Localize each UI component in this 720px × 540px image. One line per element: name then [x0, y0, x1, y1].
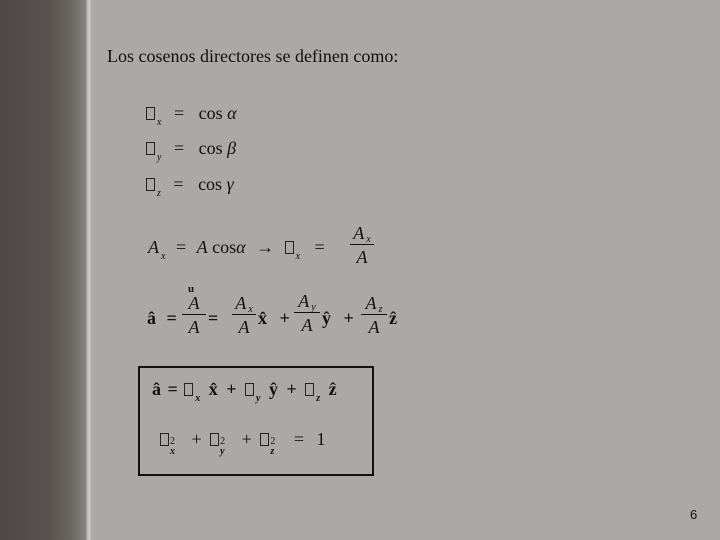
equation-unit-vector-expansion: â = — [147, 308, 177, 328]
fraction-ax-over-a: $\frac{\text{A x}}{A}$ — [350, 224, 374, 266]
lambda-symbol-icon — [210, 433, 219, 446]
left-decorative-band — [0, 0, 88, 540]
equals-sign: = — [208, 308, 219, 328]
lambda-symbol-icon — [184, 383, 193, 396]
lambda-symbol-icon — [160, 433, 169, 446]
equation-cos-beta: $_y$ = cos β — [146, 139, 236, 157]
lambda-symbol-icon — [146, 178, 155, 191]
equation-cos-gamma: $_z$ = cos γ — [146, 175, 234, 193]
equation-ax-component: A $_x$ = A cosα → $_x$ = — [148, 237, 325, 262]
vector-mark: u — [188, 283, 195, 295]
lambda-symbol-icon — [146, 107, 155, 120]
lambda-symbol-icon — [305, 383, 314, 396]
unit-term-y: ŷ + — [322, 308, 354, 328]
fraction-az-term: $\frac{\text{A z}}{A}$ — [361, 294, 387, 336]
slide-heading: Los cosenos directores se definen como: — [107, 46, 399, 66]
equation-cos-alpha: $_x$ = cos α — [146, 104, 237, 122]
fraction-ax-term: $\frac{\text{A x}}{A}$ — [232, 294, 256, 336]
equation-sum-of-squares: 2 x + 2 y + 2 z = 1 — [160, 430, 325, 448]
lambda-symbol-icon — [146, 142, 155, 155]
lambda-symbol-icon — [285, 241, 294, 254]
unit-term-z: ẑ — [389, 308, 397, 328]
lambda-symbol-icon — [245, 383, 254, 396]
arrow-right-icon: → — [256, 237, 275, 257]
unit-term-x: x̂ + — [258, 308, 290, 328]
fraction-a-over-a: $\frac{A}{A}$ — [182, 294, 206, 336]
lambda-symbol-icon — [260, 433, 269, 446]
fraction-ay-term: $\frac{\text{A y}}{A}$ — [294, 292, 320, 334]
equation-unit-vector-cosines: â = $_x$ x̂ + $_y$ ŷ + $_z$ ẑ — [152, 379, 337, 404]
band-edge — [86, 0, 92, 540]
page-number: 6 — [690, 507, 698, 522]
